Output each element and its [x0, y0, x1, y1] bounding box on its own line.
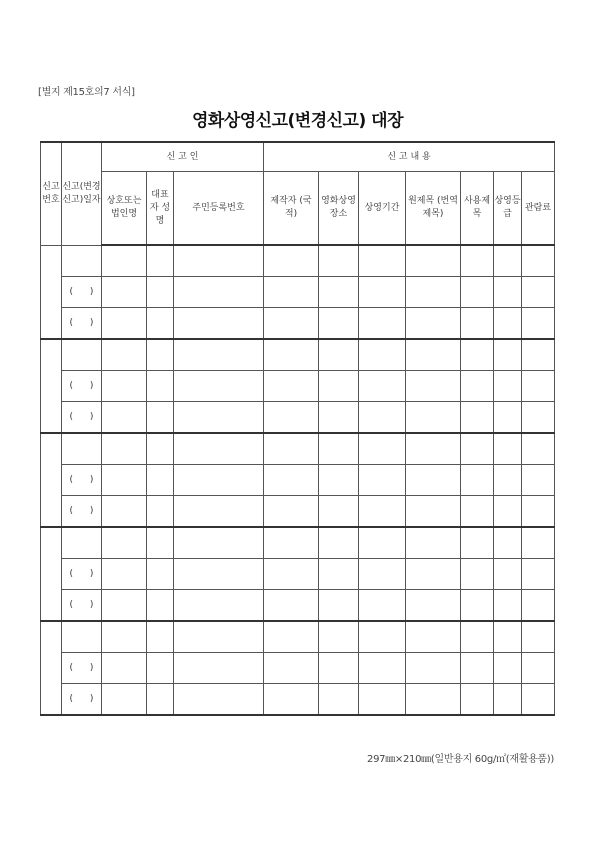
entry-cell[interactable] — [461, 590, 494, 622]
entry-cell[interactable] — [174, 684, 264, 716]
entry-cell[interactable] — [494, 559, 522, 590]
report-date-cell[interactable] — [62, 684, 102, 716]
entry-cell[interactable] — [264, 245, 319, 277]
date-placeholder: ( ) — [69, 599, 94, 610]
form-reference: [별지 제15호의7 서식] — [38, 87, 135, 98]
date-placeholder: ( ) — [69, 317, 94, 328]
entry-cell[interactable] — [319, 590, 359, 622]
entry-cell[interactable] — [264, 371, 319, 402]
entry-cell[interactable] — [102, 402, 147, 434]
entry-cell[interactable] — [147, 621, 174, 653]
entry-cell[interactable] — [102, 371, 147, 402]
entry-cell[interactable] — [264, 308, 319, 340]
entry-cell[interactable] — [147, 245, 174, 277]
entry-cell[interactable] — [406, 496, 461, 528]
entry-cell[interactable] — [359, 653, 406, 684]
entry-cell[interactable] — [494, 245, 522, 277]
report-date-cell[interactable] — [62, 496, 102, 528]
entry-cell[interactable] — [494, 653, 522, 684]
entry-cell[interactable] — [522, 465, 555, 496]
entry-cell[interactable] — [406, 590, 461, 622]
entry-cell[interactable] — [264, 684, 319, 716]
table-row — [41, 496, 555, 528]
entry-cell[interactable] — [147, 433, 174, 465]
entry-cell[interactable] — [461, 465, 494, 496]
entry-cell[interactable] — [147, 653, 174, 684]
entry-cell[interactable] — [319, 496, 359, 528]
entry-cell[interactable] — [522, 684, 555, 716]
entry-cell[interactable] — [147, 465, 174, 496]
entry-cell[interactable] — [461, 308, 494, 340]
entry-cell[interactable] — [359, 621, 406, 653]
entry-cell[interactable] — [102, 684, 147, 716]
entry-cell[interactable] — [522, 402, 555, 434]
entry-cell[interactable] — [461, 433, 494, 465]
entry-cell[interactable] — [102, 621, 147, 653]
date-placeholder: ( ) — [69, 505, 94, 516]
header-trade-name: 상호또는 법인명 — [102, 172, 147, 246]
entry-cell[interactable] — [406, 371, 461, 402]
entry-cell[interactable] — [494, 496, 522, 528]
entry-cell[interactable] — [264, 496, 319, 528]
table-row — [41, 621, 555, 653]
table-row — [41, 465, 555, 496]
report-no-cell[interactable] — [41, 433, 62, 527]
entry-cell[interactable] — [264, 277, 319, 308]
entry-cell[interactable] — [359, 339, 406, 371]
entry-cell[interactable] — [359, 684, 406, 716]
report-date-cell[interactable] — [62, 245, 102, 277]
entry-cell[interactable] — [102, 277, 147, 308]
entry-cell[interactable] — [406, 402, 461, 434]
entry-cell[interactable] — [264, 339, 319, 371]
header-original-title: 원제목 (번역제목) — [406, 172, 461, 246]
entry-cell[interactable] — [147, 527, 174, 559]
ledger-table — [40, 141, 555, 716]
entry-cell[interactable] — [319, 653, 359, 684]
entry-cell[interactable] — [147, 308, 174, 340]
entry-cell[interactable] — [147, 590, 174, 622]
table-row — [41, 684, 555, 716]
entry-cell[interactable] — [174, 245, 264, 277]
entry-cell[interactable] — [406, 621, 461, 653]
report-date-cell[interactable] — [62, 402, 102, 434]
entry-cell[interactable] — [102, 653, 147, 684]
entry-cell[interactable] — [102, 559, 147, 590]
entry-cell[interactable] — [319, 684, 359, 716]
entry-cell[interactable] — [147, 402, 174, 434]
entry-cell[interactable] — [461, 621, 494, 653]
entry-cell[interactable] — [461, 527, 494, 559]
entry-cell[interactable] — [174, 559, 264, 590]
entry-cell[interactable] — [359, 402, 406, 434]
entry-cell[interactable] — [406, 527, 461, 559]
entry-cell[interactable] — [522, 308, 555, 340]
entry-cell[interactable] — [147, 371, 174, 402]
report-date-cell[interactable] — [62, 465, 102, 496]
date-placeholder: ( ) — [69, 474, 94, 485]
report-date-cell[interactable] — [62, 308, 102, 340]
entry-cell[interactable] — [174, 277, 264, 308]
entry-cell[interactable] — [522, 590, 555, 622]
entry-cell[interactable] — [174, 590, 264, 622]
entry-cell[interactable] — [147, 684, 174, 716]
entry-cell[interactable] — [147, 559, 174, 590]
entry-cell[interactable] — [359, 371, 406, 402]
report-date-cell[interactable] — [62, 621, 102, 653]
entry-cell[interactable] — [494, 621, 522, 653]
table-row — [41, 371, 555, 402]
entry-cell[interactable] — [494, 308, 522, 340]
header-admission: 관람료 — [522, 172, 555, 246]
page-title: 영화상영신고(변경신고) 대장 — [191, 111, 404, 131]
header-used-title: 사용제목 — [461, 172, 494, 246]
entry-cell[interactable] — [147, 496, 174, 528]
entry-cell[interactable] — [461, 371, 494, 402]
entry-cell[interactable] — [522, 433, 555, 465]
entry-cell[interactable] — [406, 245, 461, 277]
entry-cell[interactable] — [174, 527, 264, 559]
entry-cell[interactable] — [319, 402, 359, 434]
date-placeholder: ( ) — [69, 693, 94, 704]
entry-cell[interactable] — [406, 465, 461, 496]
entry-cell[interactable] — [174, 402, 264, 434]
entry-cell[interactable] — [264, 653, 319, 684]
entry-cell[interactable] — [319, 559, 359, 590]
header-representative: 대표자 성 명 — [147, 172, 174, 246]
report-date-cell[interactable] — [62, 277, 102, 308]
entry-cell[interactable] — [174, 496, 264, 528]
table-row — [41, 590, 555, 622]
report-date-cell[interactable] — [62, 559, 102, 590]
entry-cell[interactable] — [319, 245, 359, 277]
table-row — [41, 308, 555, 340]
header-venue: 영화상영장소 — [319, 172, 359, 246]
date-placeholder: ( ) — [69, 380, 94, 391]
entry-cell[interactable] — [102, 465, 147, 496]
entry-cell[interactable] — [406, 653, 461, 684]
entry-cell[interactable] — [319, 371, 359, 402]
entry-cell[interactable] — [461, 684, 494, 716]
date-placeholder: ( ) — [69, 286, 94, 297]
header-report-no: 신고 번호 — [41, 142, 62, 245]
entry-cell[interactable] — [494, 590, 522, 622]
entry-cell[interactable] — [522, 371, 555, 402]
report-date-cell[interactable] — [62, 590, 102, 622]
report-date-cell[interactable] — [62, 339, 102, 371]
entry-cell[interactable] — [319, 433, 359, 465]
entry-cell[interactable] — [359, 245, 406, 277]
entry-cell[interactable] — [174, 621, 264, 653]
header-period: 상영기간 — [359, 172, 406, 246]
entry-cell[interactable] — [359, 496, 406, 528]
entry-cell[interactable] — [522, 339, 555, 371]
entry-cell[interactable] — [264, 433, 319, 465]
entry-cell[interactable] — [359, 527, 406, 559]
table-row — [41, 433, 555, 465]
entry-cell[interactable] — [174, 653, 264, 684]
entry-cell[interactable] — [102, 527, 147, 559]
entry-cell[interactable] — [494, 433, 522, 465]
header-rating: 상영등급 — [494, 172, 522, 246]
report-date-cell[interactable] — [62, 433, 102, 465]
entry-cell[interactable] — [494, 684, 522, 716]
entry-cell[interactable] — [461, 277, 494, 308]
header-content-group: 신 고 내 용 — [264, 142, 555, 172]
entry-cell[interactable] — [406, 277, 461, 308]
header-resident-no: 주민등록번호 — [174, 172, 264, 246]
entry-cell[interactable] — [522, 496, 555, 528]
entry-cell[interactable] — [102, 245, 147, 277]
entry-cell[interactable] — [461, 559, 494, 590]
entry-cell[interactable] — [174, 465, 264, 496]
entry-cell[interactable] — [461, 653, 494, 684]
entry-cell[interactable] — [264, 402, 319, 434]
entry-cell[interactable] — [494, 277, 522, 308]
entry-cell[interactable] — [406, 339, 461, 371]
header-producer: 제작자 (국 적) — [264, 172, 319, 246]
entry-cell[interactable] — [264, 621, 319, 653]
table-row — [41, 277, 555, 308]
entry-cell[interactable] — [319, 527, 359, 559]
entry-cell[interactable] — [461, 245, 494, 277]
report-no-cell[interactable] — [41, 245, 62, 339]
entry-cell[interactable] — [264, 527, 319, 559]
report-no-cell[interactable] — [41, 527, 62, 621]
entry-cell[interactable] — [461, 496, 494, 528]
table-row — [41, 559, 555, 590]
report-no-cell[interactable] — [41, 339, 62, 433]
entry-cell[interactable] — [406, 559, 461, 590]
table-row — [41, 527, 555, 559]
entry-cell[interactable] — [264, 465, 319, 496]
entry-cell[interactable] — [359, 465, 406, 496]
entry-cell[interactable] — [319, 339, 359, 371]
report-date-cell[interactable] — [62, 653, 102, 684]
date-placeholder: ( ) — [69, 411, 94, 422]
entry-cell[interactable] — [319, 277, 359, 308]
entry-cell[interactable] — [359, 277, 406, 308]
table-row — [41, 653, 555, 684]
entry-cell[interactable] — [147, 339, 174, 371]
entry-cell[interactable] — [494, 339, 522, 371]
entry-cell[interactable] — [522, 277, 555, 308]
date-placeholder: ( ) — [69, 662, 94, 673]
entry-cell[interactable] — [359, 590, 406, 622]
report-date-cell[interactable] — [62, 527, 102, 559]
entry-cell[interactable] — [359, 308, 406, 340]
table-row — [41, 339, 555, 371]
entry-cell[interactable] — [102, 339, 147, 371]
entry-cell[interactable] — [461, 402, 494, 434]
entry-cell[interactable] — [319, 621, 359, 653]
entry-cell[interactable] — [494, 527, 522, 559]
entry-cell[interactable] — [406, 308, 461, 340]
date-placeholder: ( ) — [69, 568, 94, 579]
entry-cell[interactable] — [102, 308, 147, 340]
entry-cell[interactable] — [319, 308, 359, 340]
entry-cell[interactable] — [174, 308, 264, 340]
entry-cell[interactable] — [102, 433, 147, 465]
paper-spec: 297㎜×210㎜(일반용지 60g/㎡(재활용품)) — [367, 754, 554, 765]
entry-cell[interactable] — [494, 371, 522, 402]
entry-cell[interactable] — [359, 559, 406, 590]
report-date-cell[interactable] — [62, 371, 102, 402]
entry-cell[interactable] — [264, 590, 319, 622]
entry-cell[interactable] — [102, 590, 147, 622]
entry-cell[interactable] — [406, 684, 461, 716]
entry-cell[interactable] — [522, 621, 555, 653]
entry-cell[interactable] — [522, 559, 555, 590]
entry-cell[interactable] — [319, 465, 359, 496]
entry-cell[interactable] — [102, 496, 147, 528]
header-reporter-group: 신 고 인 — [102, 142, 264, 172]
entry-cell[interactable] — [359, 433, 406, 465]
table-row — [41, 245, 555, 277]
entry-cell[interactable] — [147, 277, 174, 308]
entry-cell[interactable] — [406, 433, 461, 465]
entry-cell[interactable] — [264, 559, 319, 590]
entry-cell[interactable] — [522, 653, 555, 684]
entry-cell[interactable] — [174, 371, 264, 402]
entry-cell[interactable] — [522, 245, 555, 277]
entry-cell[interactable] — [494, 465, 522, 496]
report-no-cell[interactable] — [41, 621, 62, 715]
entry-cell[interactable] — [522, 527, 555, 559]
entry-cell[interactable] — [494, 402, 522, 434]
entry-cell[interactable] — [461, 339, 494, 371]
entry-cell[interactable] — [174, 433, 264, 465]
entry-cell[interactable] — [174, 339, 264, 371]
table-row — [41, 402, 555, 434]
header-report-date: 신고(변경신고)일자 — [62, 142, 102, 245]
